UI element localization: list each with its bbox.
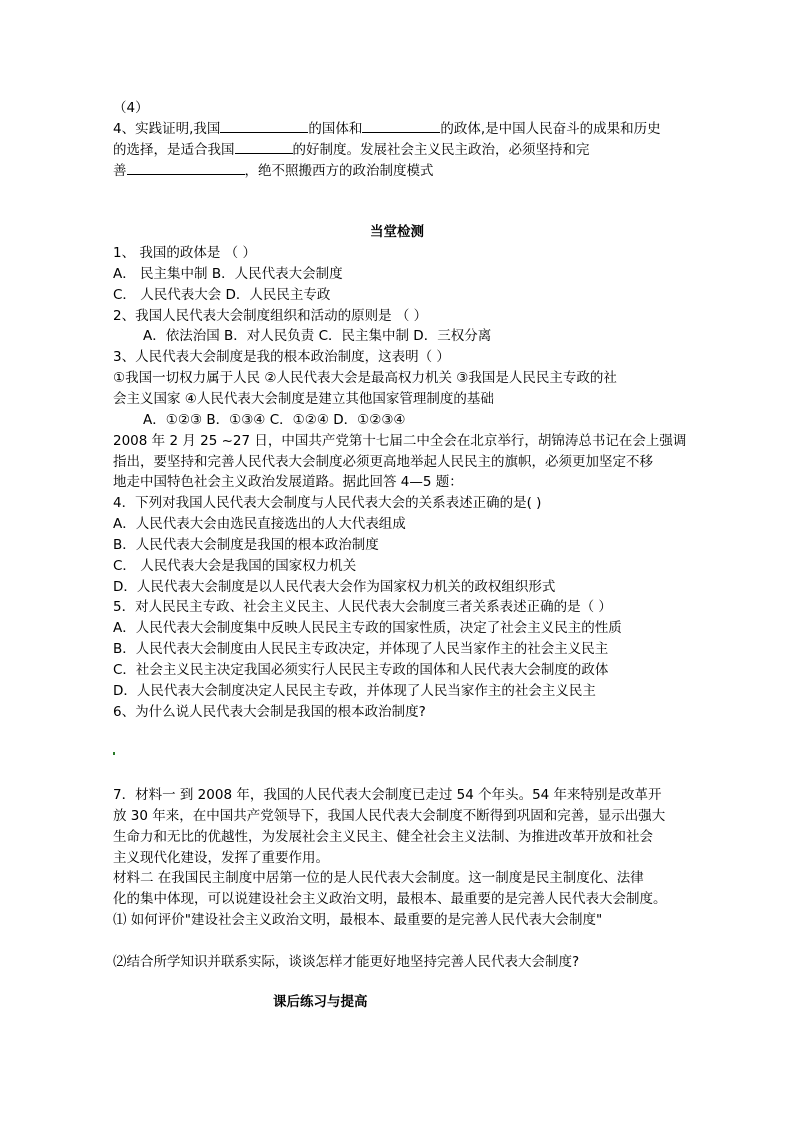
fill-blank[interactable] (127, 160, 245, 175)
quiz-q4-option-d: D．人民代表大会制度是以人民代表大会作为国家权力机关的政权组织形式 (113, 579, 556, 595)
context-paragraph-line-1: 2008 年 2 月 25 ~27 日，中国共产党第十七届二中全会在北京举行，胡锦涛总书记在会上强调 (113, 433, 687, 449)
q7-material-2-line-1: 材料二 在我国民主制度中居第一位的是人民代表大会制度。这一制度是民主制度化、法律 (113, 870, 644, 886)
q7-material-1-line-4: 主义现代化建设，发挥了重要作用。 (113, 850, 329, 866)
stray-mark (113, 752, 115, 755)
quiz-q4-option-c: C． 人民代表大会是我国的国家权力机关 (113, 558, 357, 574)
quiz-q5-option-b: B．人民代表大会制度由人民民主专政决定，并体现了人民当家作主的社会主义民主 (113, 641, 609, 657)
quiz-q3-statements-2: 会主义国家 ④人民代表大会制度是建立其他国家管理制度的基础 (113, 391, 494, 407)
quiz-q5-option-c: C．社会主义民主决定我国必须实行人民民主专政的国体和人民代表大会制度的政体 (113, 662, 609, 678)
quiz-q4-option-a: A．人民代表大会由选民直接选出的人大代表组成 (113, 516, 406, 532)
item-number: （4） (113, 100, 149, 116)
quiz-q6: 6、为什么说人民代表大会制是我国的根本政治制度? (113, 704, 426, 720)
q7-material-1-line-2: 放 30 年来，在中国共产党领导下，我国人民代表大会制度不断得到巩固和完善，显示出强大 (113, 808, 666, 824)
context-paragraph-line-3: 地走中国特色社会主义政治发展道路。据此回答 4—5 题： (113, 474, 463, 490)
question-4-line-2: 的选择，是适合我国 的好制度。发展社会主义民主政治，必须坚持和完 (113, 139, 590, 160)
q7-material-2-line-2: 化的集中体现，可以说建设社会主义政治文明，最根本、最重要的是完善人民代表大会制度。 (113, 891, 667, 907)
section-title-after-class: 课后练习与提高 (273, 994, 368, 1010)
q7-sub-question-1: ⑴ 如何评价"建设社会主义政治文明，最根本、最重要的是完善人民代表大会制度" (113, 912, 603, 928)
question-4-line-3: 善 ，绝不照搬西方的政治制度模式 (113, 160, 434, 181)
fill-blank[interactable] (362, 118, 440, 133)
quiz-q2-options: A．依法治国 B．对人民负责 C．民主集中制 D．三权分离 (143, 328, 492, 344)
quiz-q5-option-a: A．人民代表大会制度集中反映人民民主专政的国家性质，决定了社会主义民主的性质 (113, 620, 622, 636)
quiz-q3-options: A．①②③ B．①③④ C．①②④ D．①②③④ (143, 412, 406, 428)
quiz-q3: 3、人民代表大会制度是我的根本政治制度，这表明（ ） (113, 349, 450, 365)
q7-material-1-line-1: 7．材料一 到 2008 年，我国的人民代表大会制度已走过 54 个年头。54 年来特别是改革开 (113, 787, 662, 803)
fill-blank[interactable] (220, 118, 308, 133)
quiz-q1-options-2: C． 人民代表大会 D．人民民主专政 (113, 287, 331, 303)
quiz-q2: 2、我国人民代表大会制度组织和活动的原则是 （ ） (113, 308, 428, 324)
question-4-line-1: 4、实践证明,我国 的国体和 的政体,是中国人民奋斗的成果和历史 (113, 118, 661, 139)
section-title-classroom-test: 当堂检测 (370, 224, 424, 240)
quiz-q3-statements-1: ①我国一切权力属于人民 ②人民代表大会是最高权力机关 ③我国是人民民主专政的社 (113, 370, 617, 386)
quiz-q5: 5．对人民民主专政、社会主义民主、人民代表大会制度三者关系表述正确的是（ ） (113, 599, 612, 615)
context-paragraph-line-2: 指出，要坚持和完善人民代表大会制度必须更高地举起人民民主的旗帜，必须更加坚定不移 (113, 454, 653, 470)
quiz-q1: 1、 我国的政体是 （ ） (113, 245, 256, 261)
quiz-q4-option-b: B．人民代表大会制度是我国的根本政治制度 (113, 537, 379, 553)
fill-blank[interactable] (235, 139, 293, 154)
q7-material-1-line-3: 生命力和无比的优越性，为发展社会主义民主、健全社会主义法制、为推进改革开放和社会 (113, 829, 653, 845)
quiz-q5-option-d: D．人民代表大会制度决定人民民主专政，并体现了人民当家作主的社会主义民主 (113, 683, 596, 699)
quiz-q1-options-1: A． 民主集中制 B．人民代表大会制度 (113, 266, 343, 282)
q7-sub-question-2: ⑵结合所学知识并联系实际，谈谈怎样才能更好地坚持完善人民代表大会制度? (113, 954, 580, 970)
quiz-q4: 4．下列对我国人民代表大会制度与人民代表大会的关系表述正确的是( ) (113, 495, 542, 511)
